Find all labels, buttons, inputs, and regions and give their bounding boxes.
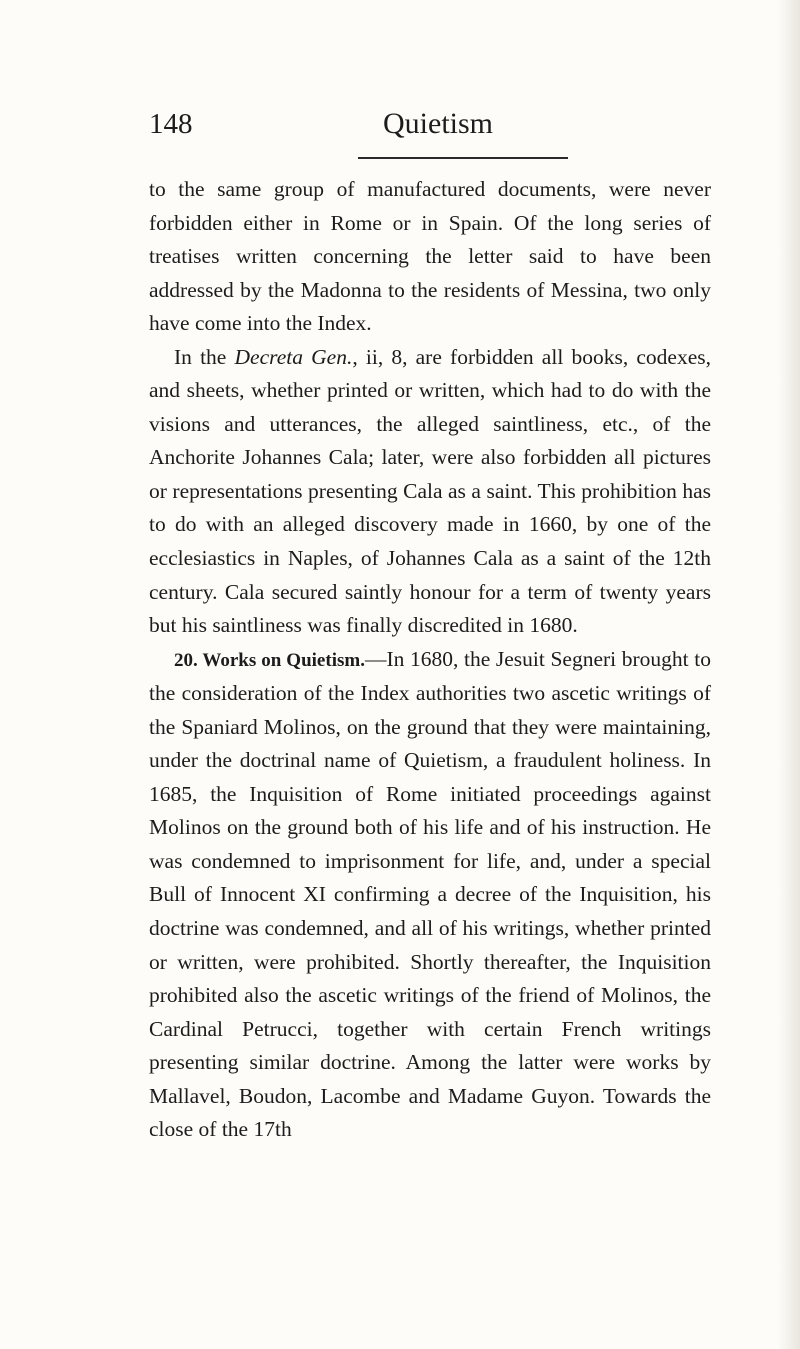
running-title: Quietism: [383, 107, 493, 140]
paragraph-1: to the same group of manufactured documents, were never forbidden either in Rome or in Spain. Of the long series of treatises written concerning the letter said to have been addressed by the Madonna to the residents of Messina, two only have come into the Index.: [149, 177, 711, 336]
paragraph-3: [149, 643, 711, 1147]
paragraph-2-lead: In the: [174, 344, 235, 369]
body-text: [149, 173, 711, 1147]
header-rule: [358, 157, 568, 159]
page-header: [149, 104, 709, 154]
paragraph-2: [149, 341, 711, 643]
section-heading: 20. Works on Quietism.: [174, 649, 365, 671]
paragraph-3-text: —In 1680, the Jesuit Segneri brought to the consideration of the Index authorities two ascetic writings of the Spaniard Molinos, on the ground that they were maintaining, under the doctrinal name of Quietism, a fraudulent holiness. In 1685, the Inquisition of Rome initiated proceedings against Molinos on the ground both of his life and of his instruction. He was condemned to imprisonment for life, and, under a special Bull of Innocent XI confirming a decree of the Inquisition, his doctrine was condemned, and all of his writings, whether printed or written, were prohibited. Shortly thereafter, the Inquisition prohibited also the ascetic writings of the friend of Molinos, the Cardinal Petrucci, together with certain French writings presenting similar doctrine. Among the latter were works by Mallavel, Boudon, Lacombe and Madame Guyon. Towards the close of the 17th: [149, 646, 711, 1142]
paragraph-2-text: , ii, 8, are forbidden all books, codexes, and sheets, whether printed or written, which had to do with the visions and utterances, the alleged saintliness, etc., of the Anchorite Johannes Cala; later, were also forbidden all pictures or representations presenting Cala as a saint. This prohibition has to do with an alleged discovery made in 1660, by one of the ecclesiastics in Naples, of Johannes Cala as a saint of the 12th century. Cala secured saintly honour for a term of twenty years but his saintliness was finally discredited in 1680.: [149, 344, 711, 638]
page-number: 148: [149, 108, 193, 140]
page-edge-shadow: [778, 0, 800, 1349]
decreta-gen-citation: Decreta Gen.: [234, 344, 353, 369]
